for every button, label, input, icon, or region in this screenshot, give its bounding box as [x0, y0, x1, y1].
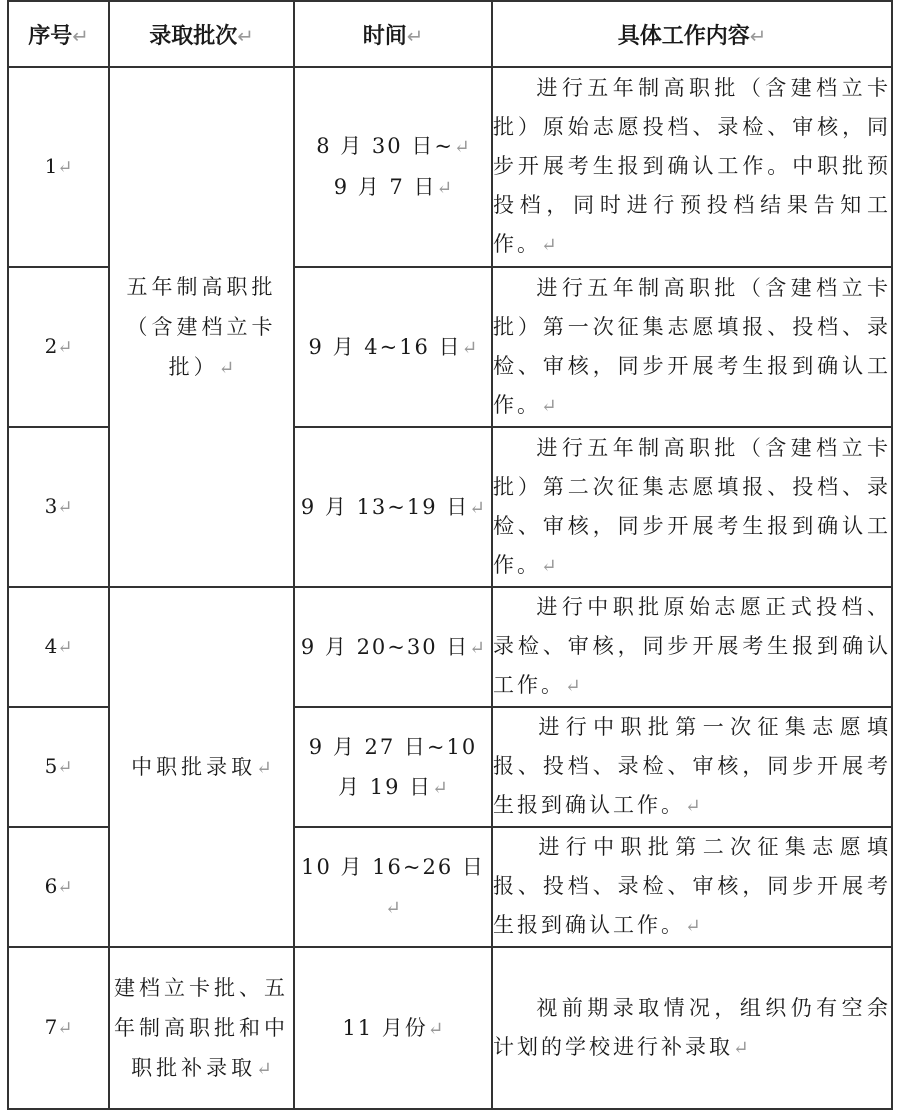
paragraph-mark-icon: ↵ — [385, 896, 401, 919]
batch-text: 建档立卡批、五年制高职批和中职批补录取 — [114, 975, 289, 1080]
paragraph-mark-icon: ↵ — [57, 637, 73, 658]
row-seq-text: 2 — [44, 334, 58, 358]
row-content — [492, 587, 892, 707]
row-content-text: 进行中职批原始志愿正式投档、录检、审核，同步开展考生报到确认工作。 — [493, 595, 891, 697]
paragraph-mark-icon: ↵ — [57, 757, 73, 778]
paragraph-mark-icon: ↵ — [57, 877, 73, 898]
paragraph-mark-icon: ↵ — [432, 776, 448, 799]
row-time — [294, 67, 492, 267]
row-time — [294, 947, 492, 1109]
row-time — [294, 827, 492, 947]
paragraph-mark-icon: ↵ — [57, 497, 73, 518]
row-seq-text: 3 — [44, 494, 58, 518]
row-content — [492, 947, 892, 1109]
paragraph-mark-icon: ↵ — [461, 336, 478, 359]
row-seq-text: 1 — [44, 154, 58, 178]
row-time-text: 9 月 20~30 日 — [300, 634, 470, 659]
row-time-text: 9 月 4~16 日 — [308, 334, 462, 359]
paragraph-mark-icon: ↵ — [565, 675, 581, 697]
header-seq — [8, 1, 109, 67]
paragraph-mark-icon: ↵ — [406, 24, 424, 48]
header-row — [8, 1, 892, 67]
paragraph-mark-icon: ↵ — [541, 234, 557, 256]
row-seq — [8, 827, 109, 947]
table-row — [8, 67, 892, 267]
row-time — [294, 707, 492, 827]
row-seq — [8, 707, 109, 827]
table-row — [8, 587, 892, 707]
paragraph-mark-icon: ↵ — [57, 337, 73, 358]
paragraph-mark-icon: ↵ — [57, 1018, 73, 1039]
paragraph-mark-icon: ↵ — [72, 24, 89, 48]
row-content — [492, 427, 892, 587]
row-seq — [8, 267, 109, 427]
paragraph-mark-icon: ↵ — [541, 394, 557, 417]
row-time — [294, 587, 492, 707]
row-time-text: 8 月 30 日~ — [316, 134, 454, 158]
paragraph-mark-icon: ↵ — [685, 795, 701, 817]
row-seq — [8, 427, 109, 587]
row-content-text: 进行中职批第一次征集志愿填报、投档、录检、审核，同步开展考生报到确认工作。 — [493, 715, 891, 817]
paragraph-mark-icon: ↵ — [469, 496, 486, 519]
row-seq-text: 4 — [44, 634, 58, 658]
header-time — [294, 1, 492, 67]
admission-schedule-table — [7, 0, 893, 1110]
paragraph-mark-icon: ↵ — [685, 915, 701, 937]
row-time — [294, 427, 492, 587]
row-seq — [8, 67, 109, 267]
paragraph-mark-icon: ↵ — [436, 177, 453, 199]
table-row — [8, 947, 892, 1109]
header-content-text: 具体工作内容 — [617, 23, 750, 49]
row-seq-text: 6 — [44, 874, 58, 898]
row-content-text: 进行五年制高职批（含建档立卡批）原始志愿投档、录检、审核，同步开展考生报到确认工作。中职批预投档，同时进行预投档结果告知工作。 — [493, 76, 891, 256]
paragraph-mark-icon: ↵ — [218, 356, 235, 379]
paragraph-mark-icon: ↵ — [749, 24, 767, 48]
row-seq-text: 7 — [44, 1015, 58, 1039]
paragraph-mark-icon: ↵ — [256, 756, 272, 779]
row-time-text: 9 月 13~19 日 — [300, 494, 470, 519]
row-content — [492, 67, 892, 267]
paragraph-mark-icon: ↵ — [427, 1017, 444, 1040]
header-batch — [109, 1, 294, 67]
row-content-text: 进行中职批第二次征集志愿填报、投档、录检、审核，同步开展考生报到确认工作。 — [493, 835, 891, 937]
paragraph-mark-icon: ↵ — [256, 1057, 272, 1080]
row-content — [492, 707, 892, 827]
paragraph-mark-icon: ↵ — [237, 24, 254, 48]
row-content-text: 进行五年制高职批（含建档立卡批）第一次征集志愿填报、投档、录检、审核，同步开展考生报到确认工作。 — [493, 275, 891, 417]
row-time-text: 10 月 16~26 日 — [301, 854, 485, 879]
row-content — [492, 827, 892, 947]
row-seq — [8, 587, 109, 707]
batch-cell — [109, 67, 294, 587]
header-content — [492, 1, 892, 67]
paragraph-mark-icon: ↵ — [733, 1036, 749, 1059]
paragraph-mark-icon: ↵ — [453, 136, 470, 158]
header-time-text: 时间 — [362, 23, 407, 49]
row-time-text: 9 月 27 日~10 月 19 日 — [308, 734, 478, 799]
paragraph-mark-icon: ↵ — [57, 157, 73, 178]
row-content — [492, 267, 892, 427]
paragraph-mark-icon: ↵ — [469, 636, 486, 659]
batch-text: 中职批录取 — [131, 754, 257, 779]
row-time-text: 11 月份 — [342, 1015, 428, 1040]
row-content-text: 进行五年制高职批（含建档立卡批）第二次征集志愿填报、投档、录检、审核，同步开展考生报到确认工作。 — [493, 435, 891, 577]
row-seq-text: 5 — [44, 754, 58, 778]
batch-cell — [109, 587, 294, 947]
paragraph-mark-icon: ↵ — [541, 554, 557, 577]
batch-text: 五年制高职批（含建档立卡批） — [126, 274, 277, 379]
row-time-text: 9 月 7 日 — [333, 175, 437, 199]
header-seq-text: 序号 — [28, 23, 73, 49]
header-batch-text: 录取批次 — [149, 23, 238, 49]
batch-cell — [109, 947, 294, 1109]
row-seq — [8, 947, 109, 1109]
row-time — [294, 267, 492, 427]
row-content-text: 视前期录取情况，组织仍有空余计划的学校进行补录取 — [493, 995, 891, 1059]
